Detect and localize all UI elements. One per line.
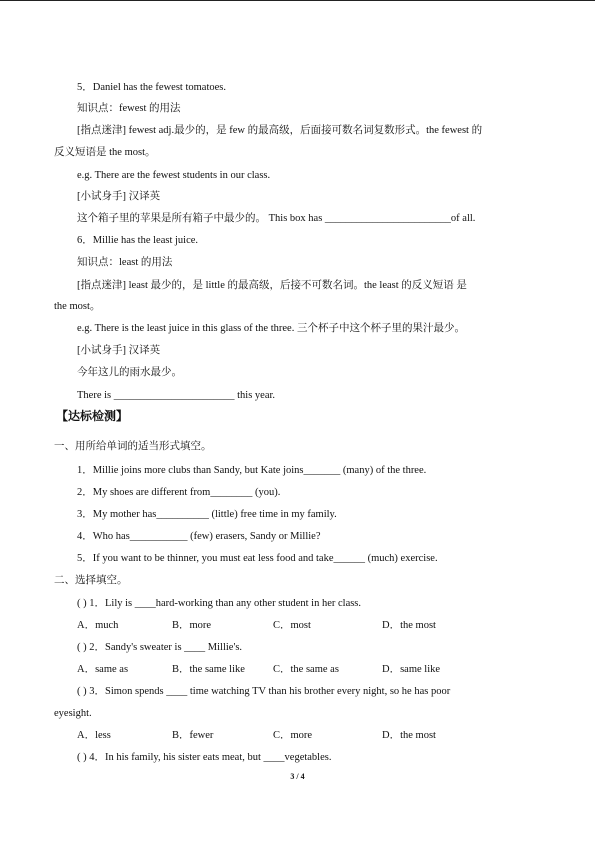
fill-question-1: 1．Millie joins more clubs than Sandy, but Kate joins_______ (many) of the three. xyxy=(77,465,427,476)
choice-question-2: ( ) 2．Sandy's sweater is ____ Millie's. xyxy=(77,642,243,653)
page-number: 3 / 4 xyxy=(290,772,305,781)
choice-q2-option-c: C．the same as xyxy=(273,664,339,675)
choice-q1-option-b: B．more xyxy=(172,620,212,631)
item-5-heading: 5．Daniel has the fewest tomatoes. xyxy=(77,82,226,93)
choice-q3-option-b: B．fewer xyxy=(172,730,214,741)
fill-question-2: 2．My shoes are different from________ (you). xyxy=(77,487,281,498)
choice-question-3: ( ) 3．Simon spends ____ time watching TV than his brother every night, so he has poor xyxy=(77,686,451,697)
tip-least: [指点迷津] least 最少的，是 little 的最高级，后接不可数名词。the least 的反义短语 是 xyxy=(77,280,467,291)
top-rule xyxy=(0,0,595,1)
tip-fewest: [指点迷津] fewest adj.最少的，是 few 的最高级，后面接可数名词复数形式。the fewest 的 xyxy=(77,125,483,136)
choice-question-1: ( ) 1．Lily is ____hard-working than any other student in her class. xyxy=(77,598,362,609)
choice-question-4: ( ) 4．In his family, his sister eats meat, but ____vegetables. xyxy=(77,752,332,763)
tip-fewest-cont: 反义短语是 the most。 xyxy=(54,147,156,158)
practice-label-2: [小试身手] 汉译英 xyxy=(77,345,161,356)
choice-q3-option-d: D．the most xyxy=(382,730,436,741)
fill-question-3: 3．My mother has__________ (little) free time in my family. xyxy=(77,509,337,520)
practice-label-1: [小试身手] 汉译英 xyxy=(77,191,161,202)
part-2-heading: 二、选择填空。 xyxy=(54,575,128,586)
fill-question-4: 4．Who has___________ (few) erasers, Sandy or Millie? xyxy=(77,531,321,542)
choice-q1-option-c: C．most xyxy=(273,620,311,631)
choice-q3-option-a: A．less xyxy=(77,730,111,741)
example-least: e.g. There is the least juice in this glass of the three. 三个杯子中这个杯子里的果汁最少。 xyxy=(77,323,465,334)
part-1-heading: 一、用所给单词的适当形式填空。 xyxy=(54,441,212,452)
practice-fewest-sentence: 这个箱子里的苹果是所有箱子中最少的。 This box has ________________________of all. xyxy=(77,213,476,224)
example-fewest: e.g. There are the fewest students in our class. xyxy=(77,170,271,181)
practice-least-sentence: There is _______________________ this year. xyxy=(77,390,276,401)
choice-q1-option-d: D．the most xyxy=(382,620,436,631)
choice-q3-option-c: C．more xyxy=(273,730,313,741)
tip-least-cont: the most。 xyxy=(54,301,101,312)
choice-q2-option-b: B．the same like xyxy=(172,664,245,675)
knowledge-point-fewest: 知识点：fewest 的用法 xyxy=(77,103,181,114)
choice-q2-option-d: D．same like xyxy=(382,664,441,675)
section-heading-assessment: 【达标检测】 xyxy=(56,409,129,423)
practice-least-chinese: 今年这儿的雨水最少。 xyxy=(77,367,182,378)
choice-question-3-cont: eyesight. xyxy=(54,708,92,719)
knowledge-point-least: 知识点：least 的用法 xyxy=(77,257,173,268)
item-6-heading: 6．Millie has the least juice. xyxy=(77,235,199,246)
choice-q1-option-a: A．much xyxy=(77,620,119,631)
choice-q2-option-a: A．same as xyxy=(77,664,129,675)
fill-question-5: 5．If you want to be thinner, you must eat less food and take______ (much) exercise. xyxy=(77,553,438,564)
